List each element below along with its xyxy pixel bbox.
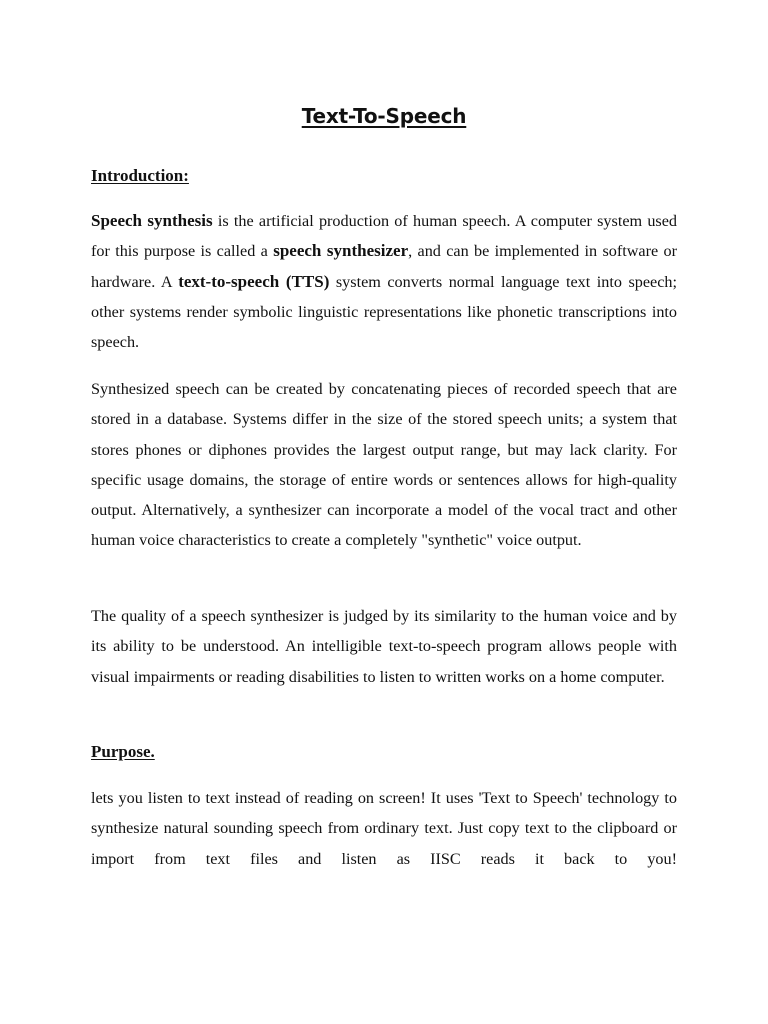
intro-p1-text-2: , and can be implemented in software or hardware. A [91,242,678,291]
introduction-heading: Introduction: [91,166,189,185]
term-speech-synthesis: Speech synthesis [91,211,213,230]
term-tts: text-to-speech (TTS) [178,271,330,291]
intro-paragraph-1 [91,206,677,357]
purpose-paragraph: lets you listen to text instead of reading on screen! It uses 'Text to Speech' technology to synthesize natural sounding speech from ordinary text. Just copy text to the clipboard or import from text files and listen as IISC reads it back to you! [91,789,677,868]
document-title: Text-To-Speech [301,104,467,128]
purpose-heading: Purpose. [91,742,155,761]
term-speech-synthesizer: speech synthesizer [273,241,409,261]
intro-paragraph-3: The quality of a speech synthesizer is judged by its similarity to the human voice and by its ability to be understood. An intelligible text-to-speech program allows people with visual impairments or reading disabilities to listen to written works on a home computer. [91,607,677,686]
intro-p1-text-1: is the artificial production of human speech. A computer system used for this purpose is called a [91,212,678,261]
intro-paragraph-2: Synthesized speech can be created by concatenating pieces of recorded speech that are stored in a database. Systems differ in the size of the stored speech units; a system that stores phones or diphones provides the largest output range, but may lack clarity. For specific usage domains, the storage of entire words or sentences allows for high-quality output. Alternatively, a synthesizer can incorporate a model of the vocal tract and other human voice characteristics to create a completely "synthetic" voice output. [91,380,677,550]
intro-p1-text-3: system converts normal language text into speech; other systems render symbolic linguistic representations like phonetic transcriptions into speech. [91,272,678,352]
